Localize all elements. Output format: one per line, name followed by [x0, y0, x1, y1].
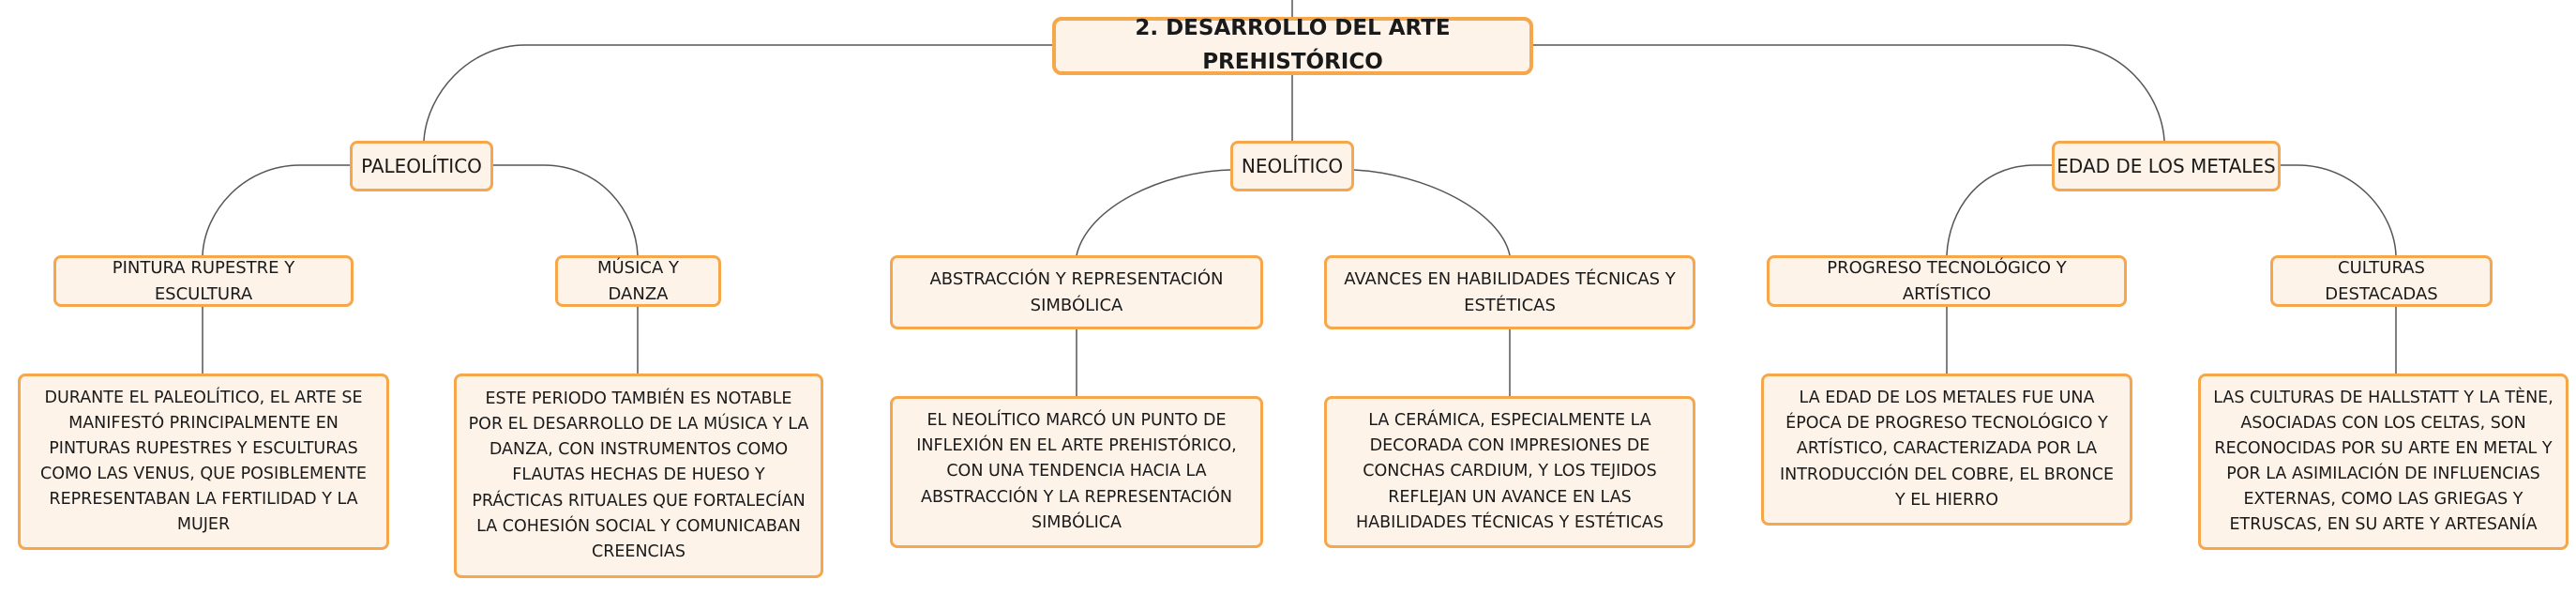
leaf-text: LA EDAD DE LOS METALES FUE UNA ÉPOCA DE PROGRESO TECNOLÓGICO Y ARTÍSTICO, CARACTERIZADA POR LA INTRODUCCIÓN DEL COBRE, EL BRONCE Y EL HIERRO	[1779, 389, 2115, 510]
leaf-node-progreso-tecnologico[interactable]	[1761, 374, 2132, 526]
topic-node-progreso-tecnologico[interactable]	[1767, 255, 2127, 307]
leaf-text: LAS CULTURAS DE HALLSTATT Y LA TÈNE, ASOCIADAS CON LOS CELTAS, SON RECONOCIDAS POR SU ARTE EN METAL Y POR LA ASIMILACIÓN DE INFLUENCIAS EXTERNAS, COMO LAS GRIEGAS Y ETRUSCAS, EN SU ARTE Y ARTESANÍA	[2213, 388, 2553, 535]
topic-label: CULTURAS DESTACADAS	[2325, 257, 2438, 304]
leaf-node-musica-danza[interactable]	[454, 374, 823, 578]
topic-node-musica-danza[interactable]	[555, 255, 721, 307]
leaf-node-abstraccion[interactable]	[890, 396, 1263, 548]
topic-label: PINTURA RUPESTRE Y ESCULTURA	[112, 257, 295, 304]
period-label: PALEOLÍTICO	[361, 154, 482, 177]
topic-node-culturas-destacadas[interactable]	[2270, 255, 2493, 307]
period-node-edad-de-los-metales[interactable]	[2052, 141, 2281, 191]
connector-metales-right	[2279, 165, 2396, 255]
connector-root-left	[424, 45, 1052, 141]
topic-node-pintura-rupestre[interactable]	[53, 255, 354, 307]
connector-paleolitico-right	[491, 165, 638, 255]
period-label: NEOLÍTICO	[1241, 154, 1344, 177]
leaf-text: EL NEOLÍTICO MARCÓ UN PUNTO DE INFLEXIÓN EN EL ARTE PREHISTÓRICO, CON UNA TENDENCIA HACIA LA ABSTRACCIÓN Y LA REPRESENTACIÓN SIMBÓLICA	[916, 411, 1237, 532]
connector-neolitico-left	[1077, 170, 1230, 255]
root-title: 2. DESARROLLO DEL ARTE PREHISTÓRICO	[1135, 16, 1451, 74]
leaf-text: ESTE PERIODO TAMBIÉN ES NOTABLE POR EL DESARROLLO DE LA MÚSICA Y LA DANZA, CON INSTRUMENTOS COMO FLAUTAS HECHAS DE HUESO Y PRÁCTICAS RITUALES QUE FORTALECÍAN LA COHESIÓN SOCIAL Y COMUNICABAN CREENCIAS	[468, 389, 809, 561]
root-node[interactable]	[1052, 17, 1533, 75]
connector-paleolitico-left	[203, 165, 352, 255]
topic-label: AVANCES EN HABILIDADES TÉCNICAS Y ESTÉTICAS	[1344, 268, 1676, 315]
period-label: EDAD DE LOS METALES	[2056, 154, 2276, 177]
connector-neolitico-right	[1354, 170, 1510, 255]
period-node-paleolitico[interactable]	[350, 141, 493, 191]
leaf-node-culturas-destacadas[interactable]	[2198, 374, 2568, 550]
topic-label: ABSTRACCIÓN Y REPRESENTACIÓN SIMBÓLICA	[929, 268, 1224, 315]
period-node-neolitico[interactable]	[1230, 141, 1354, 191]
connector-metales-left	[1947, 165, 2054, 255]
leaf-text: DURANTE EL PALEOLÍTICO, EL ARTE SE MANIFESTÓ PRINCIPALMENTE EN PINTURAS RUPESTRES Y ESCULTURAS COMO LAS VENUS, QUE POSIBLEMENTE REPRESENTABAN LA FERTILIDAD Y LA MUJER	[40, 388, 367, 535]
connector-root-right	[1533, 45, 2164, 141]
topic-label: PROGRESO TECNOLÓGICO Y ARTÍSTICO	[1827, 257, 2067, 304]
topic-node-abstraccion[interactable]	[890, 255, 1263, 329]
leaf-node-avances-habilidades[interactable]	[1324, 396, 1695, 548]
leaf-text: LA CERÁMICA, ESPECIALMENTE LA DECORADA CON IMPRESIONES DE CONCHAS CARDIUM, Y LOS TEJIDOS REFLEJAN UN AVANCE EN LAS HABILIDADES TÉCNICAS Y ESTÉTICAS	[1356, 411, 1664, 532]
topic-label: MÚSICA Y DANZA	[596, 257, 680, 304]
topic-node-avances-habilidades[interactable]	[1324, 255, 1695, 329]
leaf-node-pintura-rupestre[interactable]	[18, 374, 389, 550]
